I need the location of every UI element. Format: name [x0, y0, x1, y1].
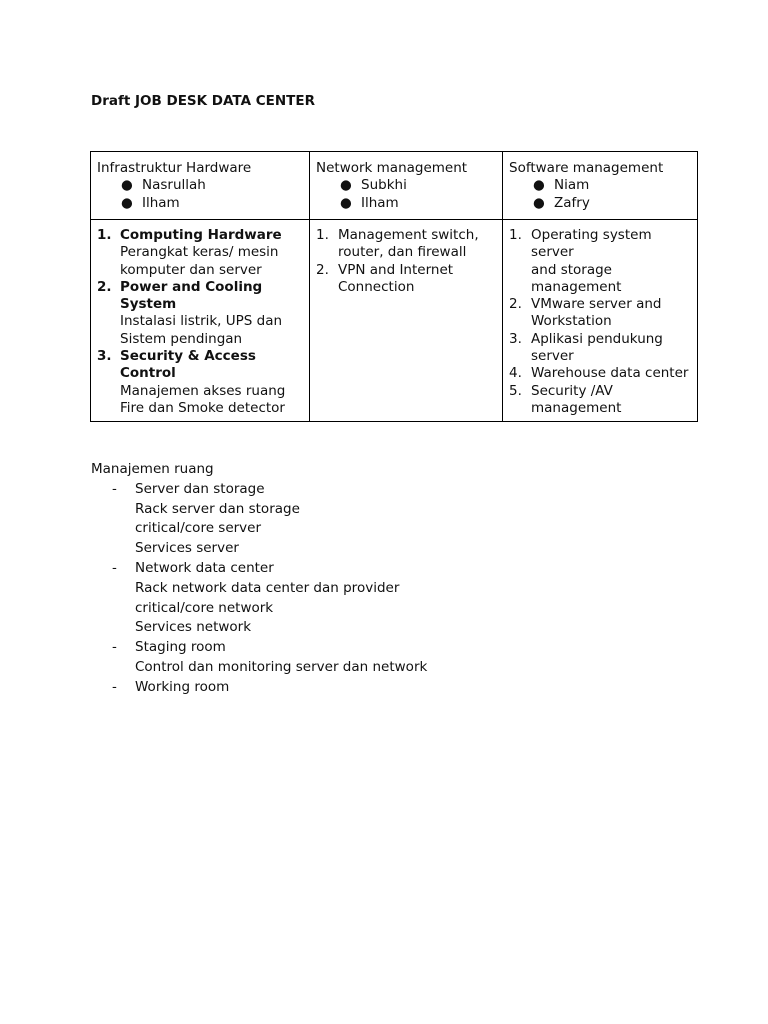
bullet-icon: ● — [533, 177, 545, 194]
team-list — [97, 177, 304, 212]
column-heading: Infrastruktur Hardware — [97, 160, 252, 176]
team-member: ● Zafry — [533, 194, 590, 211]
table-header-row — [91, 152, 698, 220]
bullet-icon: ● — [533, 194, 545, 211]
network-tasks-cell — [310, 220, 503, 422]
header-cell-software — [503, 152, 698, 220]
header-cell-hardware — [91, 152, 310, 220]
room-group — [91, 638, 427, 678]
network-task-list — [316, 227, 497, 296]
hardware-tasks-cell — [91, 220, 310, 422]
column-heading: Software management — [509, 160, 664, 176]
room-item: Control dan monitoring server dan network — [135, 658, 428, 675]
dash-bullet: - — [112, 678, 117, 695]
header-cell-network — [310, 152, 503, 220]
task-item: 2. Power and Cooling System Instalasi listrik, UPS dan Sistem pendingan — [97, 278, 283, 347]
team-list — [509, 177, 692, 212]
job-desk-table — [90, 151, 698, 422]
room-list — [91, 480, 427, 698]
dash-bullet: - — [112, 559, 117, 576]
bullet-icon: ● — [121, 194, 133, 211]
bullet-icon: ● — [121, 177, 133, 194]
task-item: 3. Aplikasi pendukung server — [509, 330, 663, 365]
room-group-name: Staging room — [135, 639, 226, 656]
section-heading: Manajemen ruang — [91, 461, 214, 477]
team-member: ● Ilham — [340, 194, 399, 211]
room-item: Rack server dan storage — [135, 500, 300, 517]
room-group — [91, 480, 427, 559]
room-group — [91, 678, 427, 698]
column-heading: Network management — [316, 160, 468, 176]
room-item: Services network — [135, 619, 252, 636]
task-item: 2. VMware server and Workstation — [509, 296, 662, 330]
bullet-icon: ● — [340, 194, 352, 211]
room-group-name: Server dan storage — [135, 480, 265, 497]
team-member: ● Subkhi — [340, 177, 407, 194]
room-item: Services server — [135, 540, 239, 557]
room-item: critical/core server — [135, 520, 262, 537]
room-management-section — [91, 460, 427, 698]
table-body-row — [91, 220, 698, 422]
hardware-task-list — [97, 227, 304, 417]
dash-bullet: - — [112, 480, 117, 497]
room-item: Rack network data center dan provider — [135, 579, 400, 596]
team-member: ● Ilham — [121, 194, 180, 211]
task-item: 3. Security & Access Control Manajemen akses ruang Fire dan Smoke detector — [97, 348, 286, 416]
bullet-icon: ● — [340, 177, 352, 194]
document-title: Draft JOB DESK DATA CENTER — [91, 93, 315, 109]
software-tasks-cell — [503, 220, 698, 422]
task-item: 1. Operating system server and storage management — [509, 227, 652, 295]
room-group-name: Network data center — [135, 559, 274, 576]
task-item: 1. Management switch, router, dan firewall — [316, 227, 479, 261]
team-list — [316, 177, 497, 212]
task-item: 1. Computing Hardware Perangkat keras/ mesin komputer dan server — [97, 227, 282, 278]
task-item: 5. Security /AV management — [509, 382, 622, 416]
task-item: 4. Warehouse data center — [509, 365, 689, 382]
team-member: ● Nasrullah — [121, 177, 206, 194]
room-group-name: Working room — [135, 678, 230, 695]
room-group — [91, 559, 427, 638]
task-item: 2. VPN and Internet Connection — [316, 261, 454, 295]
room-item: critical/core network — [135, 599, 274, 616]
dash-bullet: - — [112, 639, 117, 656]
software-task-list — [509, 227, 692, 417]
team-member: ● Niam — [533, 177, 590, 194]
